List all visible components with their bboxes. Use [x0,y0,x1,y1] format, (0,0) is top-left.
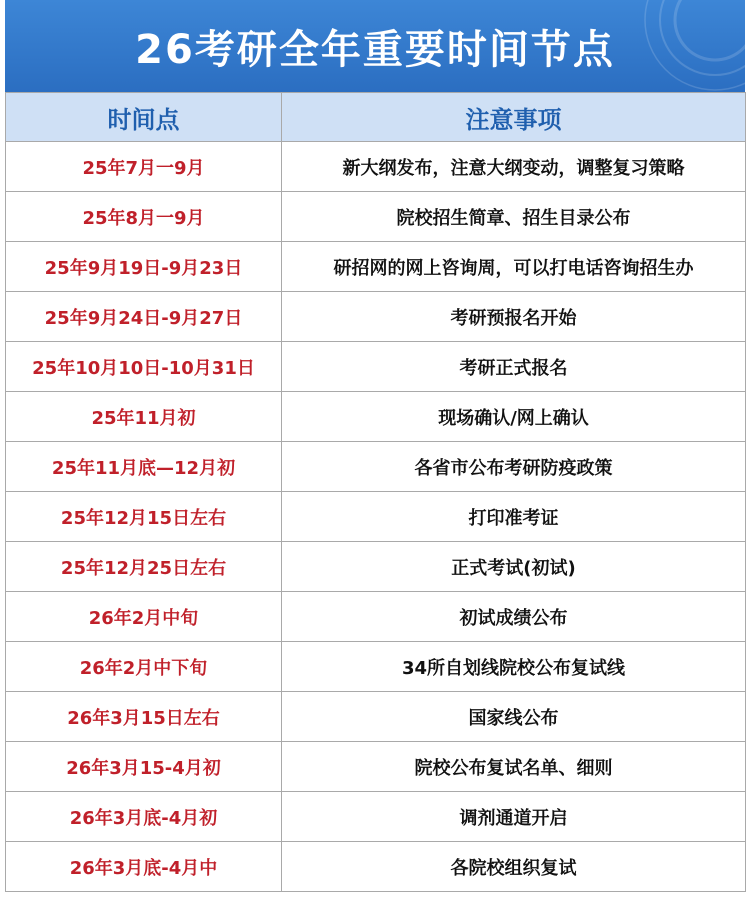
note-cell: 初试成绩公布 [282,592,746,642]
time-cell: 26年2月中下旬 [6,642,282,692]
table-row [6,592,746,642]
column-header-note: 注意事项 [282,93,746,142]
note-cell: 院校招生简章、招生目录公布 [282,192,746,242]
time-cell: 26年3月15日左右 [6,692,282,742]
column-header-time: 时间点 [6,93,282,142]
time-cell: 26年3月底-4月中 [6,842,282,892]
table-row [6,542,746,592]
time-cell: 25年11月底—12月初 [6,442,282,492]
table-row [6,392,746,442]
table-row [6,292,746,342]
time-cell: 26年3月15-4月初 [6,742,282,792]
table-row [6,342,746,392]
time-cell: 25年12月15日左右 [6,492,282,542]
note-cell: 现场确认/网上确认 [282,392,746,442]
time-cell: 25年10月10日-10月31日 [6,342,282,392]
time-cell: 25年8月一9月 [6,192,282,242]
note-cell: 各院校组织复试 [282,842,746,892]
table-row [6,742,746,792]
table-row [6,192,746,242]
note-cell: 调剂通道开启 [282,792,746,842]
table-row [6,492,746,542]
time-cell: 26年3月底-4月初 [6,792,282,842]
table-row [6,242,746,292]
time-cell: 25年11月初 [6,392,282,442]
table-row [6,842,746,892]
note-cell: 正式考试(初试) [282,542,746,592]
time-cell: 26年2月中旬 [6,592,282,642]
note-cell: 新大纲发布，注意大纲变动，调整复习策略 [282,142,746,192]
table-row [6,442,746,492]
time-cell: 25年9月19日-9月23日 [6,242,282,292]
schedule-table [5,92,746,892]
note-cell: 国家线公布 [282,692,746,742]
note-cell: 打印准考证 [282,492,746,542]
wave-decoration-icon [605,0,745,92]
table-row [6,142,746,192]
page-title: 26考研全年重要时间节点 [135,26,615,73]
note-cell: 考研正式报名 [282,342,746,392]
time-cell: 25年12月25日左右 [6,542,282,592]
note-cell: 各省市公布考研防疫政策 [282,442,746,492]
table-row [6,692,746,742]
table-row [6,792,746,842]
note-cell: 考研预报名开始 [282,292,746,342]
time-cell: 25年9月24日-9月27日 [6,292,282,342]
time-cell: 25年7月一9月 [6,142,282,192]
table-header-row [6,93,746,142]
note-cell: 院校公布复试名单、细则 [282,742,746,792]
note-cell: 研招网的网上咨询周，可以打电话咨询招生办 [282,242,746,292]
title-banner [5,0,745,92]
table-row [6,642,746,692]
note-cell: 34所自划线院校公布复试线 [282,642,746,692]
